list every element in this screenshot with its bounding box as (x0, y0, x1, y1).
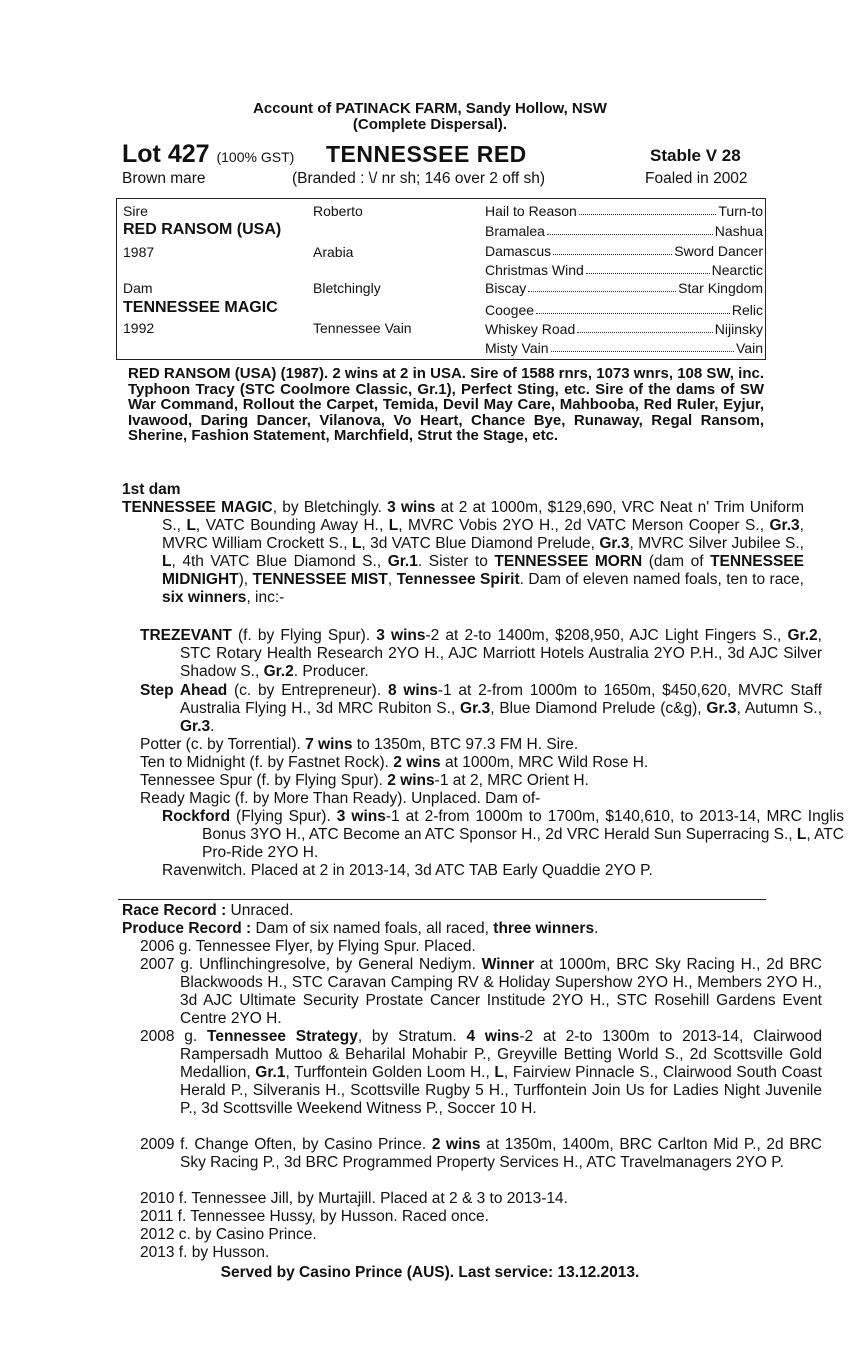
progeny-trezevant: TREZEVANT (f. by Flying Spur). 3 wins-2 at 2-to 1400m, $208,950, AJC Light Fingers S., Gr.2, STC Rotary Health Research 2YO H., AJC Marriott Hotels Australia 2YO P.H., 3d AJC Silver Shadow S., Gr.2. Producer. (140, 627, 822, 680)
first-dam-paragraph: TENNESSEE MAGIC, by Bletchingly. 3 wins at 2 at 1000m, $129,690, VRC Neat n' Trim Uniform S., L, VATC Bounding Away H., L, MVRC Vobis 2YO H., 2d VATC Merson Cooper S., Gr.3, MVRC William Crockett S., L, 3d VATC Blue Diamond Prelude, Gr.3, MVRC Silver Jubilee S., L, 4th VATC Blue Diamond S., Gr.1. Sister to TENNESSEE MORN (dam of TENNESSEE MIDNIGHT), TENNESSEE MIST, Tennessee Spirit. Dam of eleven named foals, ten to race, six winners, inc:- (122, 499, 804, 606)
horse-name: TENNESSEE RED (326, 141, 527, 167)
produce-2008: 2008 g. Tennessee Strategy, by Stratum. 4 wins-2 at 2-to 1300m to 2013-14, Clairwood Rampersadh Muttoo & Beharilal Mohabir P., Greyville Betting World S., 2d Scottsville Gold Medallion, Gr.1, Turffontein Golden Loom H., L, Fairview Pinnacle S., Clairwood South Coast Herald P., Silveranis H., Scottsville Rugby 5 H., Turffontein Join Us for Ladies Night Juvenile P., 3d Scottsville Weekend Witness P., Soccer 10 H. (140, 1028, 822, 1117)
dam-name: TENNESSEE MAGIC (123, 299, 278, 316)
progeny-tennessee-spur: Tennessee Spur (f. by Flying Spur). 2 wins-1 at 2, MRC Orient H. (140, 772, 589, 789)
produce-record: Produce Record : Dam of six named foals, all raced, three winners. (122, 920, 599, 937)
pedigree-g3-row: Bramalea Nashua (485, 223, 763, 239)
pedigree-g3-row: Coogee Relic (485, 302, 763, 318)
progeny-ready-magic: Ready Magic (f. by More Than Ready). Unplaced. Dam of- (140, 790, 541, 807)
produce-2011: 2011 f. Tennessee Hussy, by Husson. Raced once. (140, 1208, 489, 1225)
pedigree-table (116, 198, 766, 360)
sire-summary: RED RANSOM (USA) (1987). 2 wins at 2 in USA. Sire of 1588 rnrs, 1073 wnrs, 108 SW, inc. Typhoon Tracy (STC Coolmore Classic, Gr.1), Perfect Sting, etc. Sire of the dams of SW War Command, Rollout the Carpet, Temida, Devil May Care, Mahbooba, Red Ruler, Eyjur, Ivawood, Daring Dancer, Vilanova, Vo Heart, Chance Bye, Runaway, Regal Ransom, Sherine, Fashion Statement, Marchfield, Strut the Stage, etc. (128, 365, 764, 444)
foaled-year: Foaled in 2002 (645, 170, 748, 187)
dam-sire: Bletchingly (313, 280, 381, 296)
sex-color: Brown mare (122, 170, 206, 187)
pedigree-g3-row: Misty Vain Vain (485, 340, 763, 356)
lot-number: Lot 427 (100% GST) (122, 140, 295, 168)
progeny-ten-to-midnight: Ten to Midnight (f. by Fastnet Rock). 2 wins at 1000m, MRC Wild Rose H. (140, 754, 649, 771)
progeny-step-ahead: Step Ahead (c. by Entrepreneur). 8 wins-1 at 2-from 1000m to 1650m, $450,620, MVRC Staff Australia Flying H., 3d MRC Rubiton S., Gr.3, Blue Diamond Prelude (c&g), Gr.3, Autumn S., Gr.3. (140, 682, 822, 735)
produce-2010: 2010 f. Tennessee Jill, by Murtajill. Placed at 2 & 3 to 2013-14. (140, 1190, 568, 1207)
produce-2012: 2012 c. by Casino Prince. (140, 1226, 317, 1243)
grandprogeny-ravenwitch: Ravenwitch. Placed at 2 in 2013-14, 3d ATC TAB Early Quaddie 2YO P. (162, 862, 653, 879)
progeny-potter: Potter (c. by Torrential). 7 wins to 1350m, BTC 97.3 FM H. Sire. (140, 736, 579, 753)
sire-year: 1987 (123, 244, 155, 260)
account-line: Account of PATINACK FARM, Sandy Hollow, NSW (253, 100, 607, 117)
pedigree-g3-row: Biscay Star Kingdom (485, 280, 763, 296)
brand-info: (Branded : \/ nr sh; 146 over 2 off sh) (292, 170, 546, 187)
produce-2013: 2013 f. by Husson. (140, 1244, 270, 1261)
produce-2009: 2009 f. Change Often, by Casino Prince. 2 wins at 1350m, 1400m, BRC Carlton Mid P., 2d BRC Sky Racing P., 3d BRC Programmed Property Services H., ATC Travelmanagers 2YO P. (140, 1136, 822, 1171)
service-note: Served by Casino Prince (AUS). Last service: 13.12.2013. (220, 1264, 640, 1281)
produce-2007: 2007 g. Unflinchingresolve, by General Nediym. Winner at 1000m, BRC Sky Racing H., 2d BRC Blackwoods H., STC Caravan Camping RV & Holiday Supershow 2YO H., Members 2YO H., 3d AJC Ultimate Security Prostate Cancer Institude 2YO H., STC Rosehill Gardens Event Centre 2YO H. (140, 956, 823, 1027)
pedigree-g3-row: Damascus Sword Dancer (485, 243, 763, 259)
sire-dam: Arabia (313, 244, 354, 260)
grandprogeny-rockford: Rockford (Flying Spur). 3 wins-1 at 2-from 1000m to 1700m, $140,610, to 2013-14, MRC Inglis Bonus 3YO H., ATC Become an ATC Sponsor H., 2d VRC Herald Sun Superracing S., L, ATC Pro-Ride 2YO H. (162, 808, 844, 861)
dam-dam: Tennessee Vain (313, 320, 412, 336)
stable-number: Stable V 28 (650, 146, 741, 165)
pedigree-g3-row: Whiskey Road Nijinsky (485, 321, 763, 337)
dispersal-line: (Complete Dispersal). (352, 116, 508, 133)
first-dam-heading: 1st dam (122, 481, 181, 498)
sire-label: Sire (123, 203, 148, 219)
gst-note: (100% GST) (216, 149, 295, 165)
produce-2006: 2006 g. Tennessee Flyer, by Flying Spur. Placed. (140, 938, 476, 955)
race-record: Race Record : Unraced. (122, 902, 294, 919)
pedigree-g3-row: Hail to Reason Turn-to (485, 203, 763, 219)
sire-sire: Roberto (313, 203, 363, 219)
section-divider (118, 899, 766, 900)
dam-year: 1992 (123, 320, 155, 336)
dam-label: Dam (123, 280, 153, 296)
pedigree-g3-row: Christmas Wind Nearctic (485, 262, 763, 278)
sire-name: RED RANSOM (USA) (123, 221, 282, 238)
